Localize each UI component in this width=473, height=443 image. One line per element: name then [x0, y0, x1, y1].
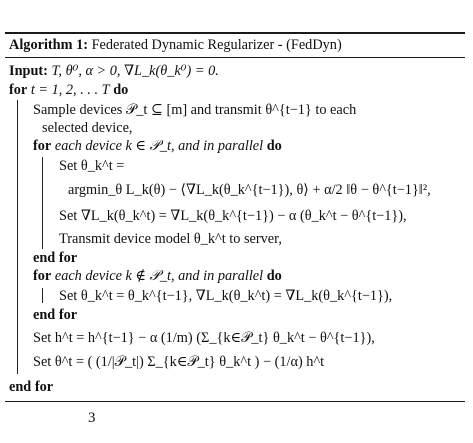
set-h-text: Set h^t = h^{t−1} − α (1/m) (Σ_{k∈𝒫_t} θ_k^t − θ^{t−1}),	[33, 330, 375, 346]
algorithm-title	[9, 36, 342, 54]
set-gradient-text: Set ∇L_k(θ_k^t) = ∇L_k(θ_k^{t−1}) − α (θ_k^t − θ^{t−1}),	[59, 208, 407, 224]
for-keyword: for	[9, 82, 28, 98]
inner-loop-header-2	[33, 267, 282, 285]
for-loop-line	[9, 81, 128, 99]
sample-line-continued	[42, 119, 133, 137]
sample-text-continued: selected device,	[42, 120, 133, 136]
algorithm-label: Algorithm 1:	[9, 37, 89, 53]
inner-loop-bar-1	[42, 157, 43, 249]
argmin-line	[68, 181, 431, 199]
bottom-rule	[5, 401, 465, 402]
inner-loop-condition-2: each device k ∉ 𝒫_t, and in parallel	[54, 268, 264, 284]
copy-model-text: Set θ_k^t = θ_k^{t−1}, ∇L_k(θ_k^t) = ∇L_k(θ_k^{t−1}),	[59, 288, 393, 304]
end-for-inner-1	[33, 249, 77, 267]
sample-text: Sample devices 𝒫_t ⊆ [m] and transmit θ^{t−1} to each	[33, 102, 357, 118]
top-rule	[5, 32, 465, 34]
set-theta-line	[59, 157, 124, 175]
loop-range: t = 1, 2, . . . T	[30, 82, 110, 98]
set-server-model-line	[33, 353, 324, 371]
end-for-keyword-2: end for	[33, 307, 78, 323]
end-for-keyword-outer: end for	[9, 379, 54, 395]
sample-line	[33, 101, 356, 119]
set-theta-text: Set θ_k^t =	[59, 158, 125, 174]
end-for-keyword-1: end for	[33, 250, 78, 266]
copy-model-line	[59, 287, 392, 305]
input-text: T, θ⁰, α > 0, ∇L_k(θ_k⁰) = 0.	[51, 63, 219, 79]
outer-loop-bar	[17, 100, 18, 374]
inner-loop-bar-2	[42, 288, 43, 303]
end-for-outer	[9, 378, 53, 396]
for-keyword-inner-1: for	[33, 138, 52, 154]
do-keyword-inner-1: do	[266, 138, 282, 154]
title-rule	[5, 57, 465, 58]
set-h-line	[33, 329, 375, 347]
set-gradient-line	[59, 207, 407, 225]
inner-loop-header-1	[33, 137, 282, 155]
end-for-inner-2	[33, 306, 77, 324]
input-line	[9, 62, 219, 80]
input-keyword: Input:	[9, 63, 48, 79]
for-keyword-inner-2: for	[33, 268, 52, 284]
do-keyword: do	[113, 82, 129, 98]
transmit-text: Transmit device model θ_k^t to server,	[59, 231, 282, 247]
do-keyword-inner-2: do	[266, 268, 282, 284]
argmin-text: argmin_θ L_k(θ) − ⟨∇L_k(θ_k^{t−1}), θ⟩ + α/2 ‖θ − θ^{t−1}‖²,	[68, 182, 431, 198]
set-server-model-text: Set θ^t = ( (1/|𝒫_t|) Σ_{k∈𝒫_t} θ_k^t ) − (1/α) h^t	[33, 354, 325, 370]
transmit-line	[59, 230, 282, 248]
algorithm-name: Federated Dynamic Regularizer - (FedDyn)	[91, 37, 342, 53]
inner-loop-condition-1: each device k ∈ 𝒫_t, and in parallel	[54, 138, 264, 154]
page-number: 3	[88, 410, 96, 426]
